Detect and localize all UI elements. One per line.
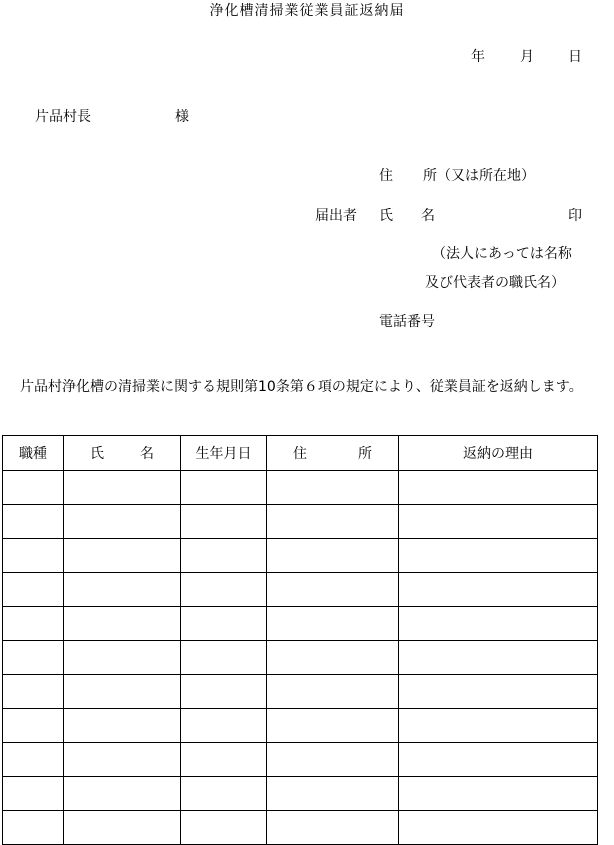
cell-name[interactable] (64, 811, 181, 845)
cell-address[interactable] (267, 811, 399, 845)
address-label-part-1: 住 (379, 168, 393, 184)
cell-birthdate[interactable] (181, 539, 267, 573)
cell-address[interactable] (267, 539, 399, 573)
cell-name[interactable] (64, 607, 181, 641)
cell-name[interactable] (64, 675, 181, 709)
cell-reason[interactable] (399, 607, 598, 641)
address-label-part-2: 所（又は所在地） (423, 168, 535, 184)
cell-occupation[interactable] (3, 573, 64, 607)
cell-reason[interactable] (399, 641, 598, 675)
cell-reason[interactable] (399, 675, 598, 709)
table-row (3, 641, 598, 675)
recipient-honorific: 様 (175, 109, 189, 125)
cell-reason[interactable] (399, 573, 598, 607)
corporation-note-line-2: 及び代表者の職氏名） (425, 275, 565, 291)
cell-birthdate[interactable] (181, 777, 267, 811)
table-row (3, 505, 598, 539)
cell-reason[interactable] (399, 709, 598, 743)
header-address-part-1: 住 (293, 446, 307, 462)
cell-occupation[interactable] (3, 743, 64, 777)
cell-name[interactable] (64, 709, 181, 743)
date-year-label: 年 (471, 49, 485, 65)
date-day-label: 日 (568, 49, 582, 65)
cell-occupation[interactable] (3, 505, 64, 539)
cell-address[interactable] (267, 505, 399, 539)
recipient-name: 片品村長 (35, 109, 91, 125)
table-row (3, 471, 598, 505)
header-occupation: 職種 (3, 436, 64, 471)
cell-address[interactable] (267, 675, 399, 709)
cell-birthdate[interactable] (181, 471, 267, 505)
cell-birthdate[interactable] (181, 811, 267, 845)
table-row (3, 573, 598, 607)
cell-reason[interactable] (399, 743, 598, 777)
header-address-part-2: 所 (358, 446, 372, 462)
cell-name[interactable] (64, 539, 181, 573)
cell-occupation[interactable] (3, 777, 64, 811)
cell-name[interactable] (64, 505, 181, 539)
cell-occupation[interactable] (3, 709, 64, 743)
seal-label: 印 (568, 208, 582, 224)
body-text: 片品村浄化槽の清掃業に関する規則第10条第６項の規定により、従業員証を返納します。 (20, 379, 583, 395)
cell-birthdate[interactable] (181, 675, 267, 709)
cell-name[interactable] (64, 777, 181, 811)
address-label (379, 167, 535, 185)
table-row (3, 777, 598, 811)
cell-name[interactable] (64, 743, 181, 777)
cell-birthdate[interactable] (181, 709, 267, 743)
table-row (3, 539, 598, 573)
table-row (3, 811, 598, 845)
header-name (64, 436, 181, 471)
cell-name[interactable] (64, 641, 181, 675)
cell-occupation[interactable] (3, 811, 64, 845)
header-address (267, 436, 399, 471)
cell-name[interactable] (64, 573, 181, 607)
cell-address[interactable] (267, 607, 399, 641)
table-row (3, 607, 598, 641)
table-row (3, 709, 598, 743)
cell-occupation[interactable] (3, 675, 64, 709)
table-body (3, 471, 598, 845)
phone-label: 電話番号 (379, 314, 435, 330)
corporation-note-line-1: （法人にあっては名称 (432, 246, 572, 262)
cell-address[interactable] (267, 777, 399, 811)
cell-reason[interactable] (399, 539, 598, 573)
cell-address[interactable] (267, 471, 399, 505)
cell-occupation[interactable] (3, 607, 64, 641)
header-name-part-1: 氏 (90, 446, 104, 462)
cell-address[interactable] (267, 743, 399, 777)
cell-birthdate[interactable] (181, 573, 267, 607)
table-header-row (3, 436, 598, 471)
cell-reason[interactable] (399, 811, 598, 845)
table-row (3, 743, 598, 777)
header-name-part-2: 名 (140, 446, 154, 462)
document-title: 浄化槽清掃業従業員証返納届 (209, 3, 405, 19)
cell-name[interactable] (64, 471, 181, 505)
cell-occupation[interactable] (3, 471, 64, 505)
return-table (2, 435, 598, 845)
name-label: 氏 名 (379, 208, 435, 224)
cell-address[interactable] (267, 573, 399, 607)
notifier-label: 届出者 (315, 208, 357, 224)
cell-birthdate[interactable] (181, 607, 267, 641)
cell-reason[interactable] (399, 777, 598, 811)
cell-reason[interactable] (399, 471, 598, 505)
table-row (3, 675, 598, 709)
cell-birthdate[interactable] (181, 641, 267, 675)
cell-address[interactable] (267, 709, 399, 743)
cell-reason[interactable] (399, 505, 598, 539)
cell-birthdate[interactable] (181, 743, 267, 777)
cell-occupation[interactable] (3, 539, 64, 573)
header-reason: 返納の理由 (399, 436, 598, 471)
header-birthdate: 生年月日 (181, 436, 267, 471)
cell-birthdate[interactable] (181, 505, 267, 539)
cell-occupation[interactable] (3, 641, 64, 675)
date-month-label: 月 (520, 49, 534, 65)
cell-address[interactable] (267, 641, 399, 675)
